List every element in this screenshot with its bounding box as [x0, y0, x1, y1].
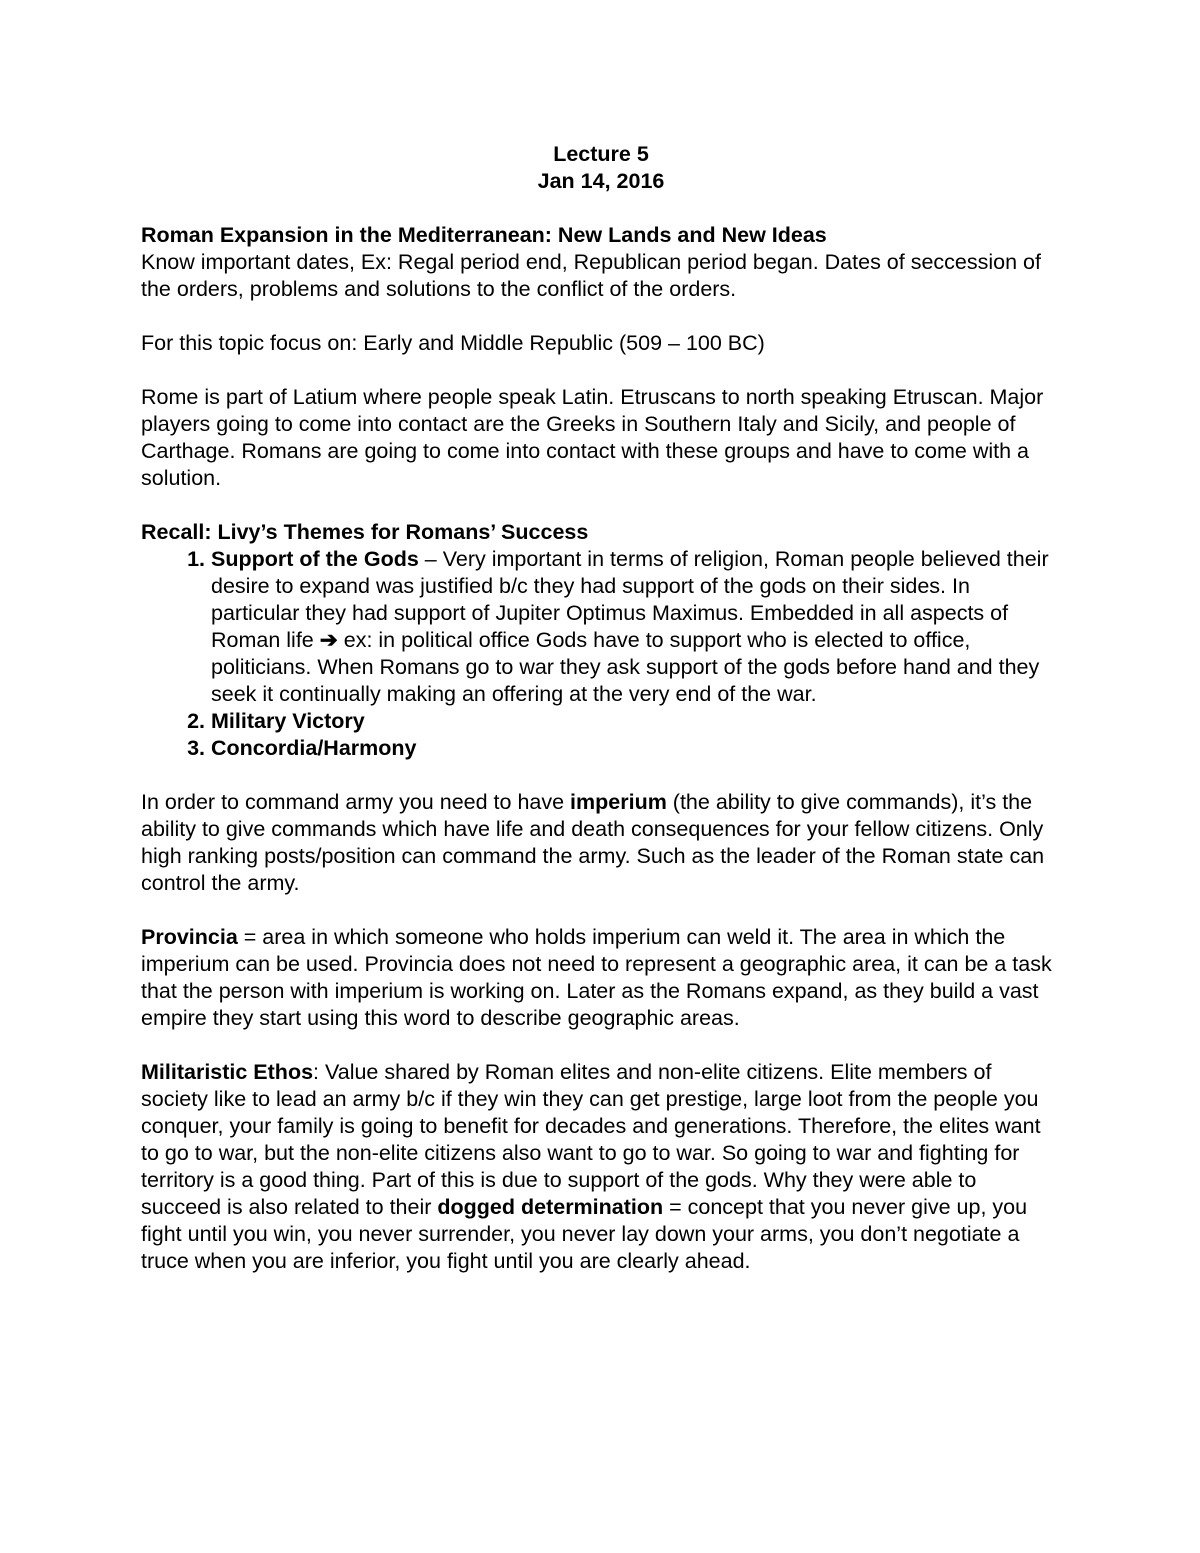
- document-page: [141, 141, 1061, 1275]
- imperium-paragraph: [141, 789, 1061, 897]
- imperium-post: (the ability to give commands), it’s the ability to give commands which have life and death consequences for your fellow citizens. Only high ranking posts/position can command the army. Such as the leader of the Roman state can control the army.: [141, 790, 1045, 895]
- provincia-term: Provincia: [141, 925, 238, 949]
- spacer: [141, 492, 1061, 519]
- dogged-determination-term: dogged determination: [437, 1195, 664, 1219]
- section-heading: Roman Expansion in the Mediterranean: New Lands and New Ideas: [141, 223, 827, 247]
- lecture-date: Jan 14, 2016: [537, 169, 665, 193]
- provincia-paragraph: [141, 924, 1061, 1032]
- spacer: [141, 762, 1061, 789]
- theme-title: Support of the Gods: [211, 547, 419, 571]
- section-intro-paragraph: Know important dates, Ex: Regal period end, Republican period began. Dates of seccession of the orders, problems and solutions to the conflict of the orders.: [141, 250, 1041, 301]
- spacer: [141, 357, 1061, 384]
- recall-heading: Recall: Livy’s Themes for Romans’ Success: [141, 520, 589, 544]
- spacer: [141, 303, 1061, 330]
- spacer: [141, 897, 1061, 924]
- list-item: [211, 735, 1061, 762]
- theme-title: Military Victory: [211, 709, 365, 733]
- list-item: [211, 708, 1061, 735]
- ethos-text: : Value shared by Roman elites and non-elite citizens. Elite members of society like to lead an army b/c if they win they can get prestige, large loot from the people you conquer, your family is going to benefit for decades and generations. Therefore, the elites want to go to war, but the non-elite citizens also want to go to war. So going to war and fighting for territory is a good thing. Part of this is due to support of the gods. Why they were able to succeed is also related to their: [141, 1060, 1041, 1219]
- theme-title: Concordia/Harmony: [211, 736, 417, 760]
- theme-text: – Very important in terms of religion, Roman people believed their desire to expand was justified b/c they had support of the gods on their sides. In particular they had support of Jupiter Optimus Maximus. Embedded in all aspects of Roman life: [211, 547, 1049, 652]
- ethos-paragraph: [141, 1059, 1061, 1275]
- spacer: [141, 195, 1061, 222]
- imperium-pre: In order to command army you need to have: [141, 790, 571, 814]
- themes-list: [141, 546, 1061, 762]
- ethos-term: Militaristic Ethos: [141, 1060, 314, 1084]
- provincia-text: = area in which someone who holds imperium can weld it. The area in which the imperium can be used. Provincia does not need to represent a geographic area, it can be a task that the person with imperium is working on. Later as the Romans expand, as they build a vast empire they start using this word to describe geographic areas.: [141, 925, 1052, 1030]
- imperium-term: imperium: [570, 790, 667, 814]
- lecture-title: Lecture 5: [553, 142, 649, 166]
- theme-text-continued: ex: in political office Gods have to support who is elected to office, politicians. When Romans go to war they ask support of the gods before hand and they seek it continually making an offering at the very end of the war.: [211, 628, 1040, 706]
- spacer: [141, 1032, 1061, 1059]
- list-item: [211, 546, 1061, 708]
- latium-paragraph: Rome is part of Latium where people speak Latin. Etruscans to north speaking Etruscan. Major players going to come into contact are the Greeks in Southern Italy and Sicily, and people of Carthage. Romans are going to come into contact with these groups and have to come with a solution.: [141, 385, 1044, 490]
- arrow-icon: ➔: [319, 628, 338, 652]
- ethos-text-continued: = concept that you never give up, you fight until you win, you never surrender, you never lay down your arms, you don’t negotiate a truce when you are inferior, you fight until you are clearly ahead.: [141, 1195, 1028, 1273]
- focus-paragraph: For this topic focus on: Early and Middle Republic (509 – 100 BC): [141, 331, 765, 355]
